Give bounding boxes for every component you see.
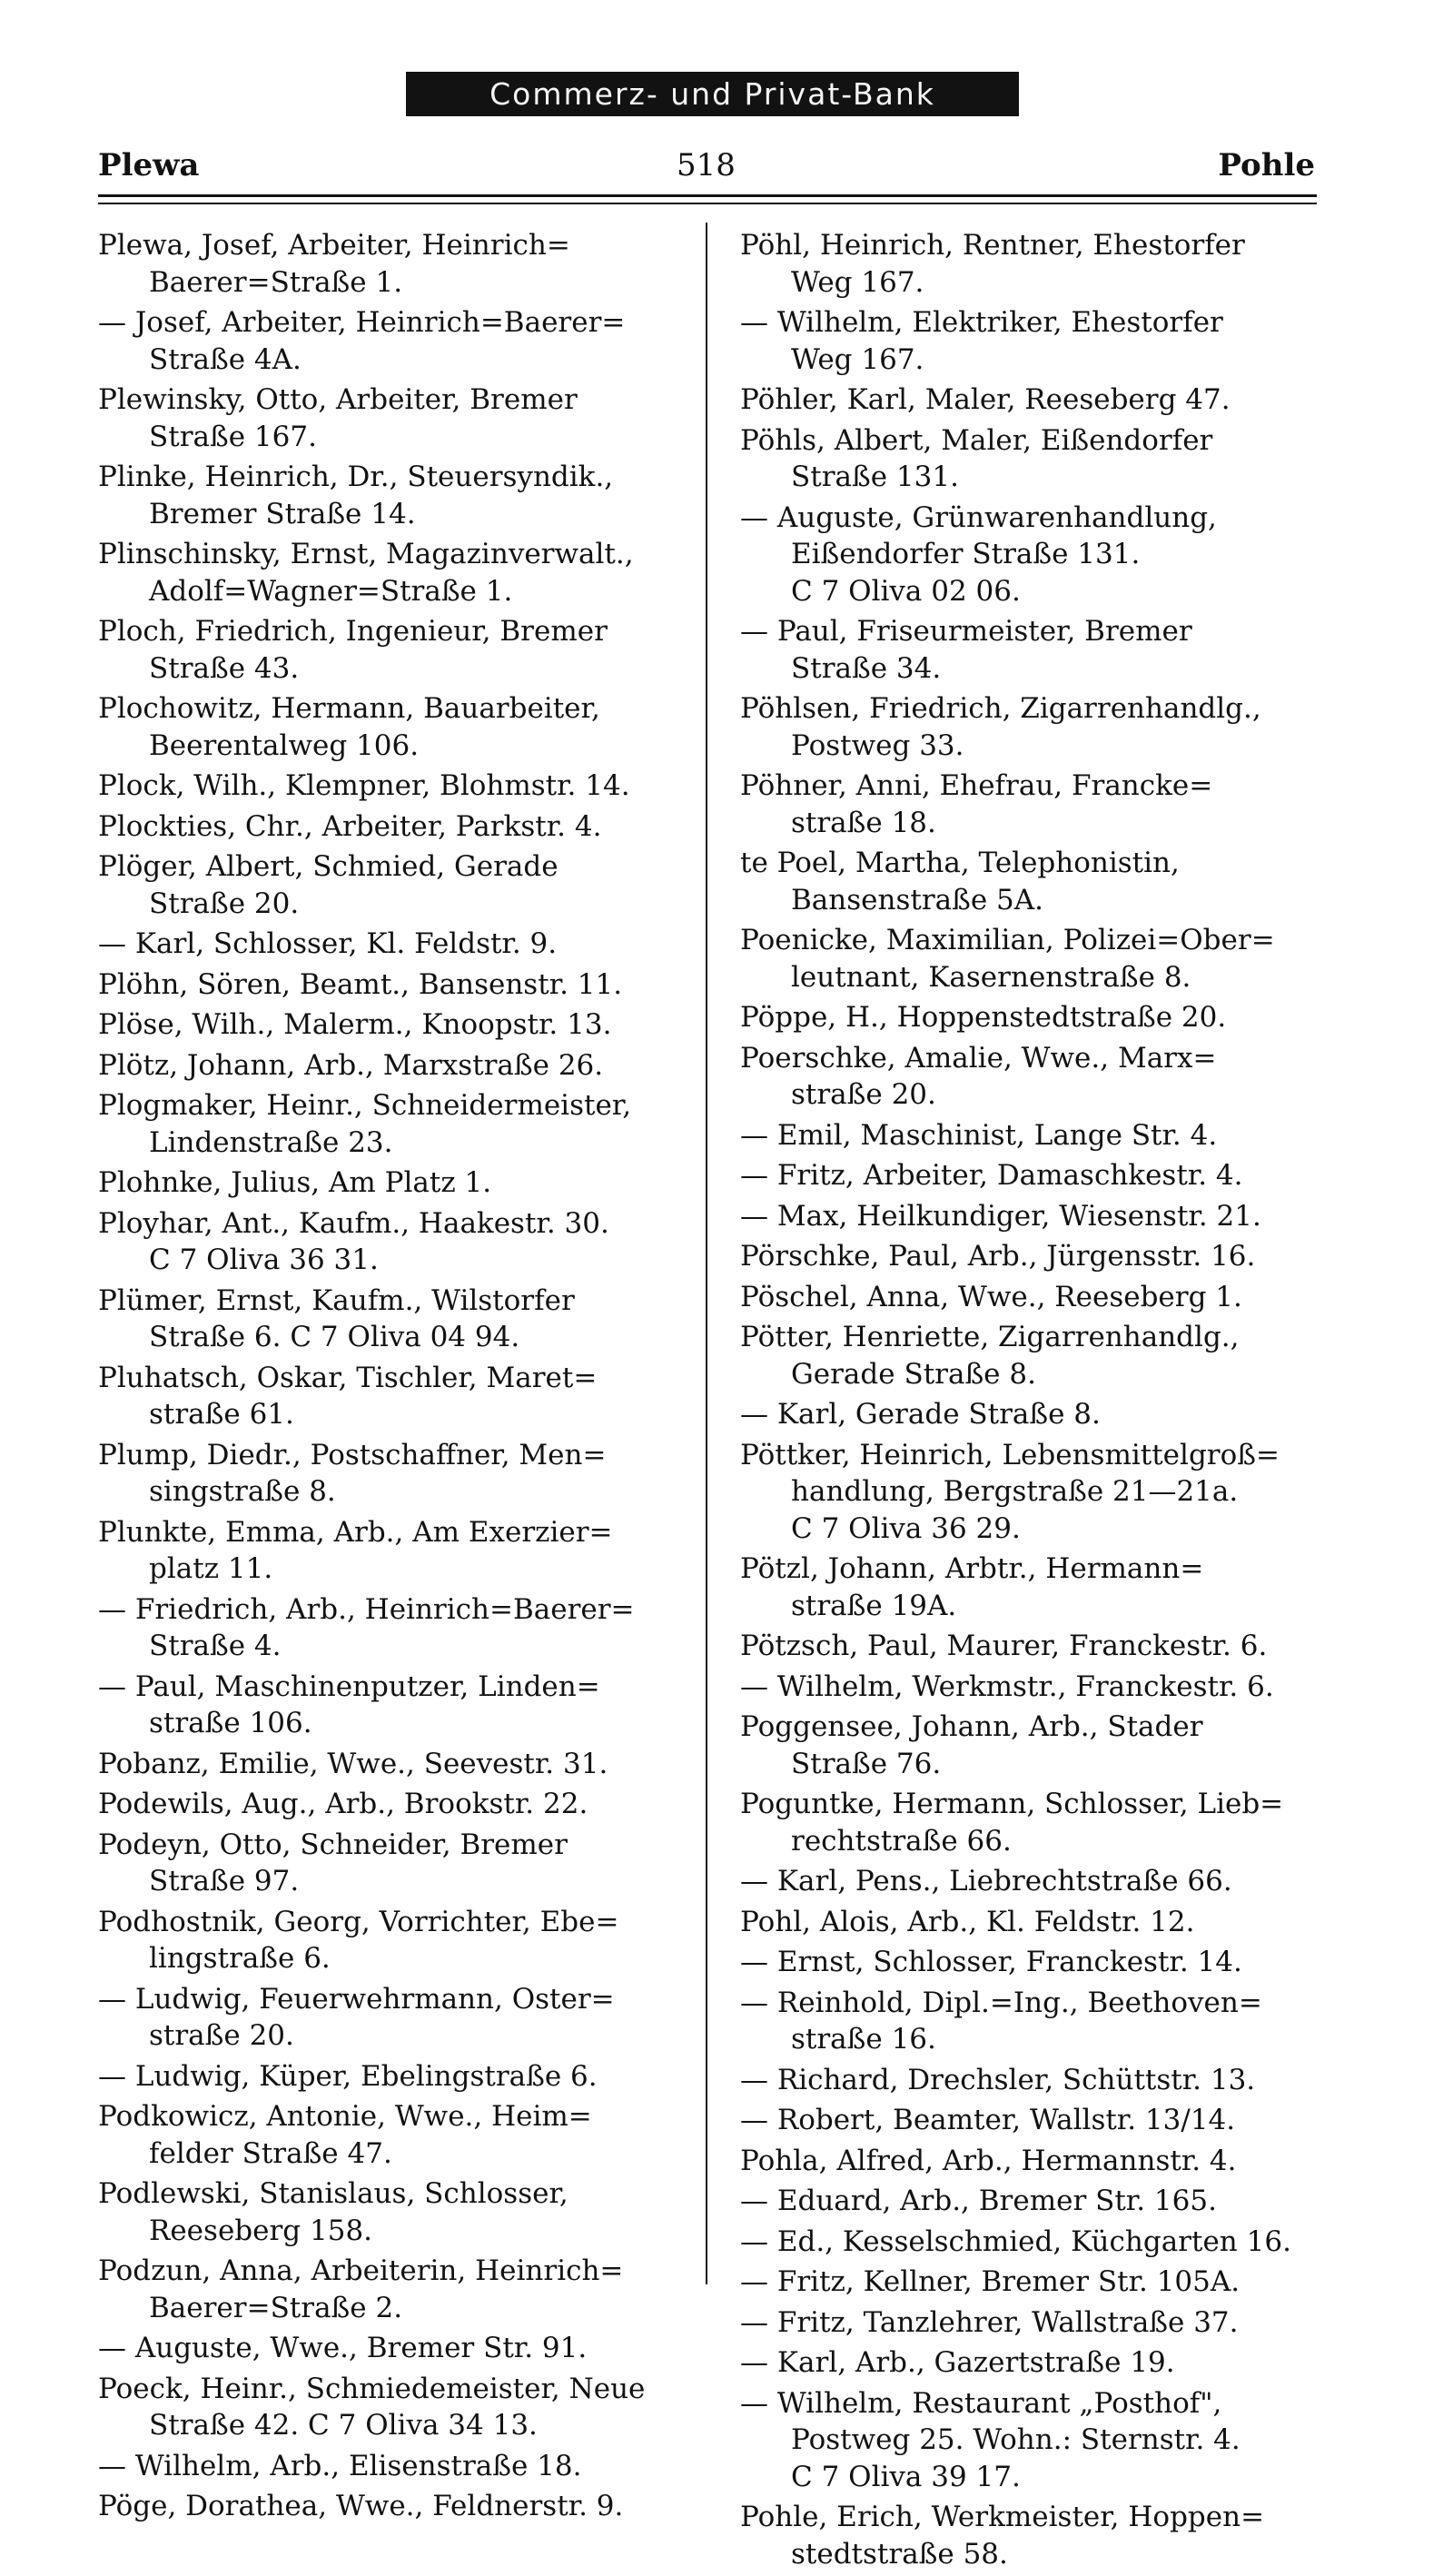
entry-name-line: Plockties, Chr., Arbeiter, Parkstr. 4.: [98, 809, 602, 843]
entry-name-line: Plinschinsky, Ernst, Magazinverwalt.,: [98, 538, 634, 570]
entry-name-line: — Emil, Maschinist, Lange Str. 4.: [740, 1118, 1218, 1152]
directory-entry: [98, 848, 707, 922]
entry-continuation-line: Baerer=Straße 2.: [149, 2291, 403, 2324]
entry-continuation-line: Straße 4.: [149, 1630, 282, 1662]
directory-entry: [740, 1551, 1330, 1624]
entry-name-line: Poenicke, Maximilian, Polizei=Ober=: [740, 924, 1275, 956]
entry-continuation-line: straße 20.: [791, 1078, 936, 1111]
entry-name-line: Plewa, Josef, Arbeiter, Heinrich=: [98, 229, 570, 262]
entry-name-line: Plöse, Wilh., Malerm., Knoopstr. 13.: [98, 1008, 612, 1041]
entry-continuation-line: Straße 4A.: [149, 342, 301, 376]
directory-entry: [740, 2183, 1330, 2220]
entry-name-line: Ployhar, Ant., Kaufm., Haakestr. 30.: [98, 1206, 609, 1240]
directory-entry: [740, 1863, 1330, 1900]
entry-continuation-line: Straße 167.: [149, 420, 317, 453]
directory-entry: [98, 613, 707, 687]
entry-name-line: — Paul, Maschinenputzer, Linden=: [98, 1669, 600, 1703]
directory-entry: [98, 690, 707, 764]
directory-entry: [740, 1437, 1330, 1548]
entry-name-line: — Fritz, Arbeiter, Damaschkestr. 4.: [740, 1159, 1243, 1192]
entry-name-line: Plümer, Ernst, Kaufm., Wilstorfer: [98, 1283, 575, 1317]
entry-name-line: Pörschke, Paul, Arb., Jürgensstr. 16.: [740, 1240, 1256, 1273]
entry-continuation-line: straße 18.: [791, 806, 936, 839]
directory-entry: [98, 1205, 707, 1279]
directory-entry: [98, 2488, 707, 2525]
entry-continuation-line: Bansenstraße 5A.: [791, 883, 1043, 916]
entry-continuation-line: Straße 131.: [791, 461, 959, 493]
entry-name-line: — Auguste, Grünwarenhandlung,: [740, 500, 1217, 534]
directory-entry: [740, 381, 1330, 419]
directory-entry: [98, 1669, 707, 1742]
directory-entry: [740, 1904, 1330, 1941]
entry-continuation-line: Weg 167.: [791, 342, 924, 376]
directory-entry: [98, 1360, 707, 1433]
entry-name-line: Plock, Wilh., Klempner, Blohmstr. 14.: [98, 769, 630, 802]
entry-name-line: Podewils, Aug., Arb., Brookstr. 22.: [98, 1788, 588, 1820]
entry-name-line: — Josef, Arbeiter, Heinrich=Baerer=: [98, 306, 626, 339]
entry-name-line: Pötzsch, Paul, Maurer, Franckestr. 6.: [740, 1630, 1268, 1662]
entry-name-line: Plochowitz, Hermann, Bauarbeiter,: [98, 692, 600, 725]
directory-entry: [98, 2058, 707, 2095]
entry-name-line: — Fritz, Tanzlehrer, Wallstraße 37.: [740, 2305, 1239, 2339]
entry-continuation-line: leutnant, Kasernenstraße 8.: [791, 960, 1191, 994]
directory-entry: [740, 1198, 1330, 1235]
directory-entry: [98, 1827, 707, 1900]
directory-entry: [98, 926, 707, 963]
entry-name-line: Pohl, Alois, Arb., Kl. Feldstr. 12.: [740, 1905, 1195, 1938]
entry-name-line: — Wilhelm, Werkmstr., Franckestr. 6.: [740, 1669, 1274, 1703]
directory-entry: [740, 1786, 1330, 1859]
entry-name-line: — Friedrich, Arb., Heinrich=Baerer=: [98, 1592, 635, 1626]
entry-name-line: — Max, Heilkundiger, Wiesenstr. 21.: [740, 1199, 1261, 1233]
entry-name-line: — Reinhold, Dipl.=Ing., Beethoven=: [740, 1986, 1262, 2019]
entry-continuation-line: straße 20.: [149, 2019, 294, 2052]
running-head-last-entry: Pohle: [1218, 147, 1315, 183]
entry-name-line: Pöppe, H., Hoppenstedtstraße 20.: [740, 1001, 1227, 1034]
entry-continuation-line: Weg 167.: [791, 265, 924, 299]
entry-name-line: Podhostnik, Georg, Vorrichter, Ebe=: [98, 1905, 619, 1938]
entry-continuation-line: Eißendorfer Straße 131.: [791, 538, 1141, 570]
entry-name-line: — Wilhelm, Arb., Elisenstraße 18.: [98, 2449, 582, 2482]
directory-entry: [98, 1514, 707, 1588]
running-head-first-entry: Plewa: [98, 147, 200, 183]
entry-name-line: Plöger, Albert, Schmied, Gerade: [98, 850, 558, 883]
directory-entry: [740, 1279, 1330, 1316]
directory-entry: [740, 2344, 1330, 2382]
directory-entry: [740, 1040, 1330, 1114]
entry-name-line: — Auguste, Wwe., Bremer Str. 91.: [98, 2332, 588, 2364]
entry-continuation-line: C 7 Oliva 36 29.: [791, 1511, 1021, 1545]
entry-name-line: — Wilhelm, Elektriker, Ehestorfer: [740, 306, 1223, 339]
page-number: 518: [677, 147, 736, 183]
directory-entry: [98, 2253, 707, 2326]
directory-entry: [98, 1087, 707, 1161]
entry-continuation-line: Adolf=Wagner=Straße 1.: [149, 574, 513, 608]
directory-entry: [740, 922, 1330, 996]
directory-entry: [98, 304, 707, 378]
directory-entry: [98, 1981, 707, 2055]
entry-name-line: Plötz, Johann, Arb., Marxstraße 26.: [98, 1048, 604, 1082]
entry-name-line: — Ludwig, Küper, Ebelingstraße 6.: [98, 2059, 598, 2093]
entry-name-line: Pöttker, Heinrich, Lebensmittelgroß=: [740, 1438, 1280, 1471]
entry-continuation-line: Straße 42. C 7 Oliva 34 13.: [149, 2409, 538, 2442]
directory-entry: [98, 1904, 707, 1977]
entry-name-line: Poerschke, Amalie, Wwe., Marx=: [740, 1041, 1217, 1075]
entry-name-line: — Ludwig, Feuerwehrmann, Oster=: [98, 1982, 615, 2016]
entry-name-line: Pöge, Dorathea, Wwe., Feldnerstr. 9.: [98, 2490, 624, 2522]
directory-entry: [98, 536, 707, 609]
entry-continuation-line: C 7 Oliva 02 06.: [791, 574, 1021, 608]
directory-entry: [98, 2371, 707, 2444]
entry-name-line: Poeck, Heinr., Schmiedemeister, Neue: [98, 2372, 646, 2405]
entry-name-line: Pohla, Alfred, Arb., Hermannstr. 4.: [740, 2144, 1237, 2177]
directory-entry: [98, 768, 707, 805]
directory-entry: [740, 1628, 1330, 1665]
entry-continuation-line: Gerade Straße 8.: [791, 1357, 1036, 1391]
entry-name-line: — Richard, Drechsler, Schüttstr. 13.: [740, 2063, 1256, 2096]
directory-entry: [98, 1591, 707, 1665]
directory-entry: [740, 1319, 1330, 1392]
entry-name-line: Ploch, Friedrich, Ingenieur, Bremer: [98, 615, 608, 648]
directory-entry: [740, 1157, 1330, 1194]
entry-continuation-line: Straße 20.: [149, 887, 300, 920]
entry-continuation-line: singstraße 8.: [149, 1475, 336, 1508]
entry-name-line: — Karl, Pens., Liebrechtstraße 66.: [740, 1865, 1232, 1897]
directory-entry: [740, 227, 1330, 301]
directory-entry: [740, 304, 1330, 378]
directory-entry: [740, 690, 1330, 764]
entry-name-line: Pöhler, Karl, Maler, Reeseberg 47.: [740, 383, 1231, 416]
entry-continuation-line: stedtstraße 58.: [791, 2537, 1008, 2571]
directory-entry: [740, 845, 1330, 918]
directory-entry: [98, 2330, 707, 2367]
directory-entry: [98, 459, 707, 532]
entry-continuation-line: straße 61.: [149, 1398, 294, 1431]
entry-continuation-line: felder Straße 47.: [149, 2136, 392, 2170]
directory-entry: [740, 2385, 1330, 2496]
directory-entry: [740, 1669, 1330, 1706]
entry-name-line: Plewinsky, Otto, Arbeiter, Bremer: [98, 383, 578, 416]
entry-continuation-line: Bremer Straße 14.: [149, 497, 416, 530]
entry-name-line: — Wilhelm, Restaurant „Posthof",: [740, 2386, 1222, 2420]
directory-entry: [98, 1283, 707, 1356]
directory-entry: [740, 768, 1330, 841]
entry-name-line: Podeyn, Otto, Schneider, Bremer: [98, 1828, 568, 1861]
entry-name-line: Plump, Diedr., Postschaffner, Men=: [98, 1438, 607, 1471]
entry-name-line: Pöhls, Albert, Maler, Eißendorfer: [740, 423, 1213, 457]
directory-entry: [740, 2304, 1330, 2342]
directory-entry: [740, 2264, 1330, 2301]
entry-name-line: Podzun, Anna, Arbeiterin, Heinrich=: [98, 2254, 624, 2287]
entry-continuation-line: handlung, Bergstraße 21—21a.: [791, 1475, 1239, 1508]
left-column: [98, 227, 707, 2529]
entry-name-line: — Karl, Gerade Straße 8.: [740, 1398, 1101, 1431]
directory-entry: [740, 422, 1330, 496]
bank-banner: Commerz- und Privat-Bank: [406, 72, 1019, 116]
directory-entry: [740, 1709, 1330, 1782]
directory-entry: [98, 1786, 707, 1823]
entry-continuation-line: Straße 76.: [791, 1747, 942, 1780]
directory-entry: [98, 1164, 707, 1202]
entry-name-line: Pluhatsch, Oskar, Tischler, Maret=: [98, 1361, 598, 1394]
directory-entry: [740, 1985, 1330, 2058]
entry-name-line: Pötter, Henriette, Zigarrenhandlg.,: [740, 1321, 1240, 1353]
directory-entry: [740, 500, 1330, 610]
entry-name-line: Pobanz, Emilie, Wwe., Seevestr. 31.: [98, 1747, 608, 1780]
entry-continuation-line: Reeseberg 158.: [149, 2214, 373, 2247]
entry-name-line: Plohnke, Julius, Am Platz 1.: [98, 1166, 492, 1199]
entry-name-line: — Robert, Beamter, Wallstr. 13/14.: [740, 2104, 1236, 2136]
entry-name-line: Pöhl, Heinrich, Rentner, Ehestorfer: [740, 229, 1245, 262]
entry-continuation-line: straße 19A.: [791, 1589, 957, 1622]
entry-continuation-line: Postweg 33.: [791, 728, 964, 762]
entry-name-line: te Poel, Martha, Telephonistin,: [740, 847, 1180, 879]
header-rule: [98, 194, 1317, 197]
directory-entry: [740, 1944, 1330, 1981]
entry-name-line: — Fritz, Kellner, Bremer Str. 105A.: [740, 2265, 1240, 2298]
header-rule-thin: [98, 203, 1317, 204]
entry-continuation-line: Baerer=Straße 1.: [149, 265, 403, 299]
entry-continuation-line: Beerentalweg 106.: [149, 728, 420, 762]
entry-name-line: Pöschel, Anna, Wwe., Reeseberg 1.: [740, 1280, 1242, 1313]
directory-entry: [98, 808, 707, 846]
directory-entry: [740, 1238, 1330, 1275]
directory-entry: [740, 2224, 1330, 2261]
entry-name-line: Podlewski, Stanislaus, Schlosser,: [98, 2177, 568, 2210]
directory-entry: [740, 613, 1330, 687]
entry-name-line: Pohle, Erich, Werkmeister, Hoppen=: [740, 2501, 1265, 2533]
directory-entry: [740, 2499, 1330, 2572]
entry-name-line: — Ernst, Schlosser, Franckestr. 14.: [740, 1946, 1242, 1978]
entry-name-line: — Karl, Arb., Gazertstraße 19.: [740, 2346, 1175, 2379]
directory-entry: [98, 2175, 707, 2249]
entry-continuation-line: Straße 6. C 7 Oliva 04 94.: [149, 1321, 520, 1353]
directory-entry: [98, 381, 707, 455]
directory-entry: [740, 2102, 1330, 2139]
entry-name-line: — Karl, Schlosser, Kl. Feldstr. 9.: [98, 927, 558, 960]
entry-name-line: Plöhn, Sören, Beamt., Bansenstr. 11.: [98, 967, 623, 1001]
entry-continuation-line: lingstraße 6.: [149, 1942, 331, 1975]
directory-entry: [740, 2143, 1330, 2180]
directory-entry: [740, 1396, 1330, 1433]
directory-entry: [740, 2062, 1330, 2099]
entry-name-line: — Eduard, Arb., Bremer Str. 165.: [740, 2185, 1217, 2217]
entry-name-line: Pötzl, Johann, Arbtr., Hermann=: [740, 1552, 1204, 1585]
entry-name-line: Poguntke, Hermann, Schlosser, Lieb=: [740, 1788, 1284, 1820]
directory-entry: [98, 1006, 707, 1044]
entry-name-line: Plunkte, Emma, Arb., Am Exerzier=: [98, 1515, 613, 1549]
right-column: [740, 227, 1330, 2576]
entry-continuation-line: straße 106.: [149, 1707, 312, 1739]
entry-name-line: — Paul, Friseurmeister, Bremer: [740, 615, 1192, 648]
entry-continuation-line: Straße 34.: [791, 651, 942, 685]
entry-name-line: Podkowicz, Antonie, Wwe., Heim=: [98, 2100, 592, 2133]
directory-entry: [98, 2098, 707, 2172]
entry-name-line: Pöhlsen, Friedrich, Zigarrenhandlg.,: [740, 692, 1261, 725]
entry-continuation-line: Postweg 25. Wohn.: Sternstr. 4.: [791, 2423, 1240, 2456]
entry-continuation-line: platz 11.: [149, 1552, 273, 1585]
directory-entry: [740, 1117, 1330, 1154]
directory-entry: [740, 999, 1330, 1036]
directory-entry: [98, 227, 707, 301]
entry-name-line: — Ed., Kesselschmied, Küchgarten 16.: [740, 2224, 1291, 2258]
entry-continuation-line: C 7 Oliva 39 17.: [791, 2460, 1021, 2493]
entry-continuation-line: C 7 Oliva 36 31.: [149, 1243, 379, 1276]
entry-continuation-line: Lindenstraße 23.: [149, 1125, 393, 1159]
entry-name-line: Poggensee, Johann, Arb., Stader: [740, 1710, 1203, 1743]
directory-entry: [98, 1437, 707, 1511]
entry-name-line: Plogmaker, Heinr., Schneidermeister,: [98, 1089, 632, 1122]
entry-name-line: Pöhner, Anni, Ehefrau, Francke=: [740, 769, 1213, 802]
entry-continuation-line: Straße 97.: [149, 1865, 300, 1897]
directory-entry: [98, 2448, 707, 2485]
entry-continuation-line: Straße 43.: [149, 651, 300, 685]
entry-continuation-line: rechtstraße 66.: [791, 1824, 1012, 1858]
directory-entry: [98, 1047, 707, 1085]
entry-continuation-line: straße 16.: [791, 2023, 936, 2056]
directory-entry: [98, 1746, 707, 1783]
directory-entry: [98, 966, 707, 1004]
entry-name-line: Plinke, Heinrich, Dr., Steuersyndik.,: [98, 461, 614, 493]
